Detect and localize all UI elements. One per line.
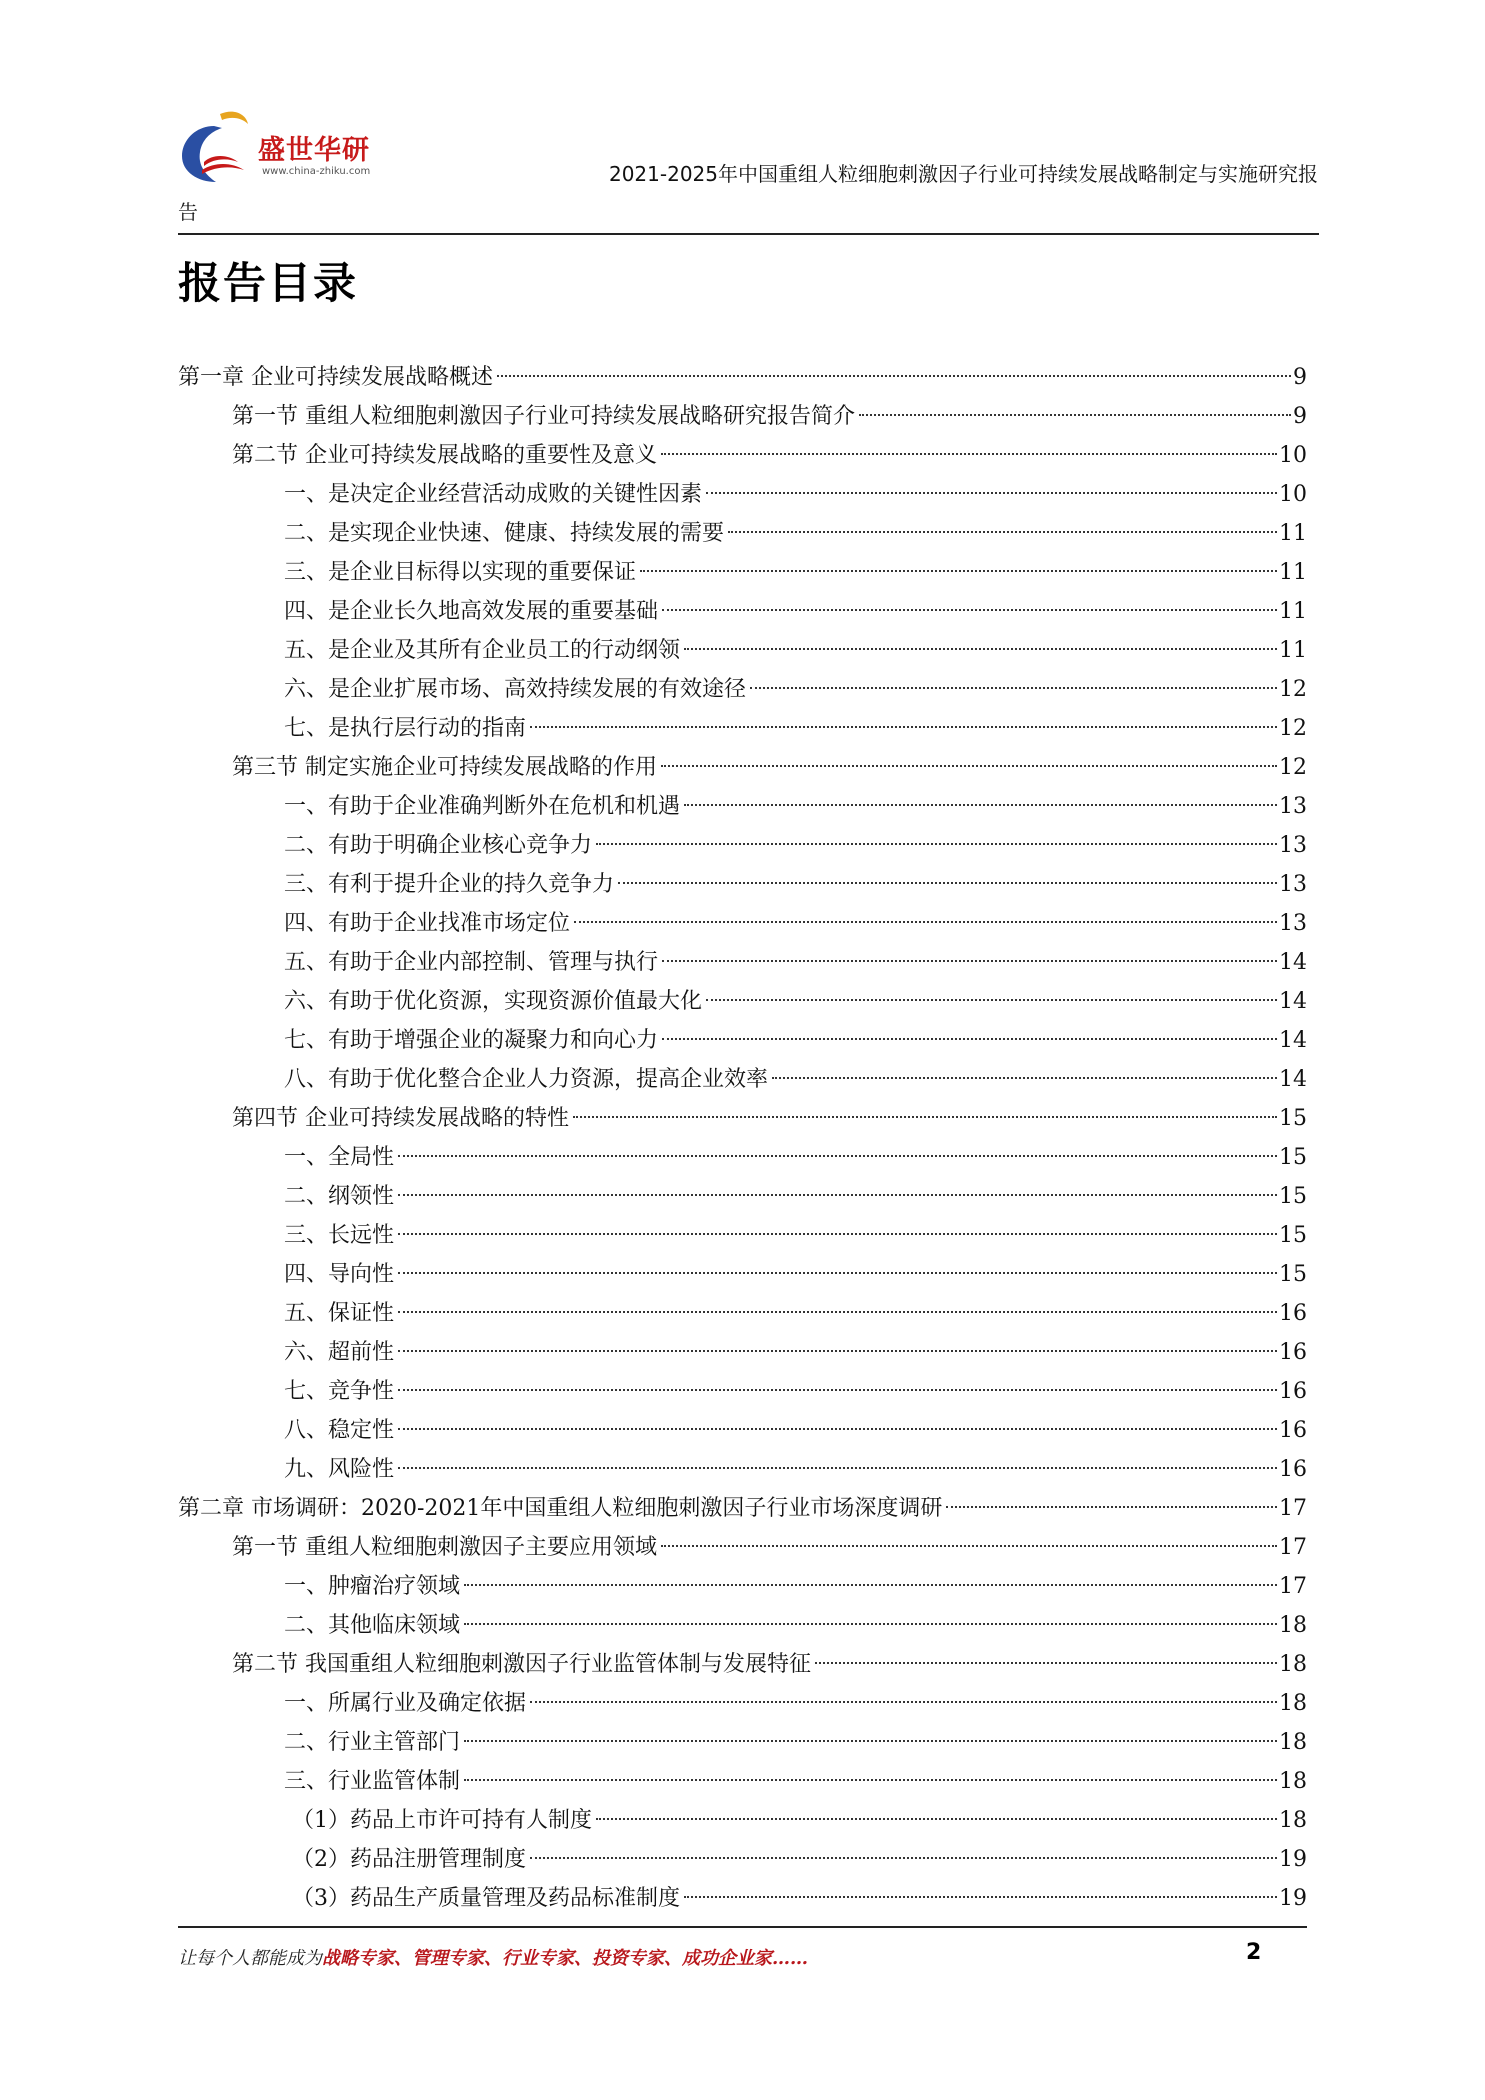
- report-title-continuation: 告: [178, 200, 198, 224]
- toc-entry-title: 二、是实现企业快速、健康、持续发展的需要: [284, 521, 725, 546]
- toc-entry[interactable]: [178, 1489, 1307, 1528]
- toc-entry-title: 第三节 制定实施企业可持续发展战略的作用: [232, 755, 657, 780]
- toc-dot-leader: [398, 1233, 1277, 1235]
- toc-entry-title: 一、肿瘤治疗领域: [284, 1574, 461, 1599]
- toc-entry[interactable]: [178, 1840, 1307, 1879]
- toc-dot-leader: [662, 1038, 1277, 1040]
- toc-entry-title: （3）药品生产质量管理及药品标准制度: [292, 1886, 680, 1911]
- toc-entry[interactable]: [178, 436, 1307, 475]
- toc-entry[interactable]: [178, 670, 1307, 709]
- toc-entry[interactable]: [178, 397, 1307, 436]
- toc-entry[interactable]: [178, 982, 1307, 1021]
- toc-entry[interactable]: [178, 514, 1307, 553]
- toc-dot-leader: [640, 570, 1277, 572]
- toc-dot-leader: [684, 648, 1277, 650]
- toc-entry-page: 16: [1279, 1418, 1307, 1443]
- toc-entry-page: 9: [1293, 365, 1307, 390]
- toc-dot-leader: [464, 1584, 1277, 1586]
- toc-entry[interactable]: [178, 1255, 1307, 1294]
- toc-entry-page: 14: [1279, 1028, 1307, 1053]
- toc-entry-title: 七、竞争性: [284, 1379, 395, 1404]
- toc-entry-page: 9: [1293, 404, 1307, 429]
- toc-entry-title: 第一节 重组人粒细胞刺激因子行业可持续发展战略研究报告简介: [232, 404, 855, 429]
- toc-dot-leader: [530, 726, 1277, 728]
- toc-entry-page: 17: [1279, 1574, 1307, 1599]
- toc-entry-page: 13: [1279, 833, 1307, 858]
- toc-entry-page: 12: [1279, 716, 1307, 741]
- toc-entry-page: 17: [1279, 1535, 1307, 1560]
- toc-dot-leader: [662, 609, 1277, 611]
- toc-entry[interactable]: [178, 1216, 1307, 1255]
- toc-dot-leader: [398, 1389, 1277, 1391]
- toc-entry-title: 二、有助于明确企业核心竞争力: [284, 833, 593, 858]
- toc-entry-title: 一、所属行业及确定依据: [284, 1691, 527, 1716]
- toc-entry[interactable]: [178, 1450, 1307, 1489]
- toc-entry-page: 14: [1279, 950, 1307, 975]
- toc-entry[interactable]: [178, 1567, 1307, 1606]
- toc-dot-leader: [398, 1272, 1277, 1274]
- slogan-highlight: 战略专家、管理专家、行业专家、投资专家、成功企业家……: [322, 1948, 808, 1969]
- toc-entry-title: 第二章 市场调研：2020-2021年中国重组人粒细胞刺激因子行业市场深度调研: [178, 1496, 943, 1521]
- header-divider: [178, 233, 1319, 235]
- toc-dot-leader: [750, 687, 1277, 689]
- toc-dot-leader: [728, 531, 1277, 533]
- toc-entry[interactable]: [178, 826, 1307, 865]
- toc-dot-leader: [398, 1350, 1277, 1352]
- toc-dot-leader: [661, 765, 1277, 767]
- toc-entry-title: 九、风险性: [284, 1457, 395, 1482]
- toc-dot-leader: [772, 1077, 1277, 1079]
- toc-entry-page: 18: [1279, 1613, 1307, 1638]
- toc-entry-page: 11: [1279, 599, 1307, 624]
- toc-entry[interactable]: [178, 1762, 1307, 1801]
- toc-dot-leader: [684, 804, 1277, 806]
- toc-dot-leader: [684, 1896, 1277, 1898]
- toc-entry-title: 五、有助于企业内部控制、管理与执行: [284, 950, 659, 975]
- toc-entry-title: 六、有助于优化资源，实现资源价值最大化: [284, 989, 703, 1014]
- toc-dot-leader: [398, 1194, 1277, 1196]
- toc-entry[interactable]: [178, 1372, 1307, 1411]
- toc-entry-page: 19: [1279, 1886, 1307, 1911]
- toc-entry[interactable]: [178, 943, 1307, 982]
- toc-entry-title: 三、行业监管体制: [284, 1769, 461, 1794]
- toc-entry[interactable]: [178, 1333, 1307, 1372]
- toc-entry-page: 18: [1279, 1808, 1307, 1833]
- toc-entry-title: 四、导向性: [284, 1262, 395, 1287]
- toc-entry[interactable]: [178, 1411, 1307, 1450]
- toc-entry-title: 三、有利于提升企业的持久竞争力: [284, 872, 615, 897]
- toc-entry[interactable]: [178, 1021, 1307, 1060]
- toc-entry[interactable]: [178, 1645, 1307, 1684]
- toc-entry-title: 四、有助于企业找准市场定位: [284, 911, 571, 936]
- toc-dot-leader: [464, 1623, 1277, 1625]
- toc-dot-leader: [573, 1116, 1277, 1118]
- toc-entry-page: 16: [1279, 1340, 1307, 1365]
- toc-entry[interactable]: [178, 358, 1307, 397]
- toc-dot-leader: [661, 1545, 1277, 1547]
- toc-entry-title: 三、长远性: [284, 1223, 395, 1248]
- toc-dot-leader: [661, 453, 1277, 455]
- slogan-prefix: 让每个人都能成为: [178, 1948, 322, 1969]
- toc-entry-page: 15: [1279, 1106, 1307, 1131]
- toc-entry[interactable]: [178, 865, 1307, 904]
- toc-dot-leader: [530, 1857, 1277, 1859]
- toc-dot-leader: [706, 999, 1277, 1001]
- toc-entry-title: 第二节 我国重组人粒细胞刺激因子行业监管体制与发展特征: [232, 1652, 811, 1677]
- toc-entry-title: 四、是企业长久地高效发展的重要基础: [284, 599, 659, 624]
- toc-entry-page: 18: [1279, 1652, 1307, 1677]
- page-number: 2: [1246, 1940, 1262, 1965]
- toc-dot-leader: [574, 921, 1277, 923]
- toc-entry[interactable]: [178, 475, 1307, 514]
- toc-entry-page: 18: [1279, 1730, 1307, 1755]
- toc-dot-leader: [398, 1467, 1277, 1469]
- toc-entry-title: 第一节 重组人粒细胞刺激因子主要应用领域: [232, 1535, 657, 1560]
- page-title: 报告目录: [178, 259, 358, 309]
- toc-entry-title: 八、有助于优化整合企业人力资源，提高企业效率: [284, 1067, 769, 1092]
- toc-entry-page: 19: [1279, 1847, 1307, 1872]
- toc-dot-leader: [596, 843, 1277, 845]
- logo-name: 盛世华研: [258, 135, 370, 166]
- toc-entry-page: 17: [1279, 1496, 1307, 1521]
- toc-entry-page: 10: [1279, 443, 1307, 468]
- toc-entry-title: 第二节 企业可持续发展战略的重要性及意义: [232, 443, 657, 468]
- toc-entry-page: 15: [1279, 1262, 1307, 1287]
- toc-entry[interactable]: [178, 592, 1307, 631]
- toc-entry-page: 16: [1279, 1457, 1307, 1482]
- toc-entry-page: 12: [1279, 755, 1307, 780]
- toc-entry[interactable]: [178, 553, 1307, 592]
- toc-entry[interactable]: [178, 631, 1307, 670]
- toc-entry-title: 七、有助于增强企业的凝聚力和向心力: [284, 1028, 659, 1053]
- toc-dot-leader: [398, 1155, 1277, 1157]
- footer-slogan: [178, 1944, 808, 1970]
- toc-dot-leader: [946, 1506, 1277, 1508]
- toc-entry-page: 15: [1279, 1223, 1307, 1248]
- toc-entry-title: 一、全局性: [284, 1145, 395, 1170]
- toc-entry-title: （1）药品上市许可持有人制度: [292, 1808, 592, 1833]
- toc-entry[interactable]: [178, 1099, 1307, 1138]
- toc-entry-page: 11: [1279, 638, 1307, 663]
- toc-entry-title: 三、是企业目标得以实现的重要保证: [284, 560, 637, 585]
- toc-entry-title: 一、有助于企业准确判断外在危机和机遇: [284, 794, 681, 819]
- toc-dot-leader: [662, 960, 1277, 962]
- report-title: 2021-2025年中国重组人粒细胞刺激因子行业可持续发展战略制定与实施研究报: [608, 162, 1318, 186]
- toc-entry-title: 八、稳定性: [284, 1418, 395, 1443]
- toc-entry[interactable]: [178, 1879, 1307, 1918]
- toc-entry-page: 12: [1279, 677, 1307, 702]
- toc-entry-title: 二、纲领性: [284, 1184, 395, 1209]
- toc-dot-leader: [859, 414, 1291, 416]
- toc-entry[interactable]: [178, 1684, 1307, 1723]
- toc-entry-title: 七、是执行层行动的指南: [284, 716, 527, 741]
- toc-entry-page: 15: [1279, 1145, 1307, 1170]
- toc-entry-title: 六、是企业扩展市场、高效持续发展的有效途径: [284, 677, 747, 702]
- toc-dot-leader: [618, 882, 1277, 884]
- toc-entry-title: 二、行业主管部门: [284, 1730, 461, 1755]
- toc-entry-page: 13: [1279, 872, 1307, 897]
- toc-entry[interactable]: [178, 1060, 1307, 1099]
- toc-entry-page: 13: [1279, 794, 1307, 819]
- table-of-contents: [178, 358, 1307, 1918]
- toc-dot-leader: [497, 375, 1291, 377]
- toc-entry-title: 五、保证性: [284, 1301, 395, 1326]
- toc-dot-leader: [398, 1428, 1277, 1430]
- toc-entry[interactable]: [178, 1294, 1307, 1333]
- toc-entry[interactable]: [178, 787, 1307, 826]
- toc-entry-page: 10: [1279, 482, 1307, 507]
- toc-entry-title: 六、超前性: [284, 1340, 395, 1365]
- toc-entry-page: 11: [1279, 521, 1307, 546]
- toc-entry-page: 15: [1279, 1184, 1307, 1209]
- toc-entry-title: 第四节 企业可持续发展战略的特性: [232, 1106, 569, 1131]
- toc-entry[interactable]: [178, 709, 1307, 748]
- toc-dot-leader: [815, 1662, 1277, 1664]
- toc-entry-title: （2）药品注册管理制度: [292, 1847, 526, 1872]
- toc-dot-leader: [398, 1311, 1277, 1313]
- toc-entry-page: 16: [1279, 1379, 1307, 1404]
- toc-entry[interactable]: [178, 1528, 1307, 1567]
- toc-entry-page: 16: [1279, 1301, 1307, 1326]
- toc-entry[interactable]: [178, 748, 1307, 787]
- toc-entry[interactable]: [178, 1723, 1307, 1762]
- toc-dot-leader: [464, 1740, 1277, 1742]
- toc-entry-page: 14: [1279, 1067, 1307, 1092]
- toc-entry[interactable]: [178, 1138, 1307, 1177]
- footer-divider: [178, 1926, 1307, 1928]
- toc-entry[interactable]: [178, 1801, 1307, 1840]
- toc-entry-page: 11: [1279, 560, 1307, 585]
- toc-entry-page: 18: [1279, 1691, 1307, 1716]
- toc-entry-title: 五、是企业及其所有企业员工的行动纲领: [284, 638, 681, 663]
- toc-entry-title: 一、是决定企业经营活动成败的关键性因素: [284, 482, 703, 507]
- toc-dot-leader: [596, 1818, 1277, 1820]
- toc-entry-page: 14: [1279, 989, 1307, 1014]
- toc-entry-title: 第一章 企业可持续发展战略概述: [178, 365, 493, 390]
- logo-url: www.china-zhiku.com: [262, 166, 371, 177]
- toc-dot-leader: [530, 1701, 1277, 1703]
- toc-entry[interactable]: [178, 1177, 1307, 1216]
- toc-entry-page: 13: [1279, 911, 1307, 936]
- toc-entry-title: 二、其他临床领域: [284, 1613, 461, 1638]
- toc-entry[interactable]: [178, 904, 1307, 943]
- toc-dot-leader: [706, 492, 1277, 494]
- toc-entry[interactable]: [178, 1606, 1307, 1645]
- toc-dot-leader: [464, 1779, 1277, 1781]
- toc-entry-page: 18: [1279, 1769, 1307, 1794]
